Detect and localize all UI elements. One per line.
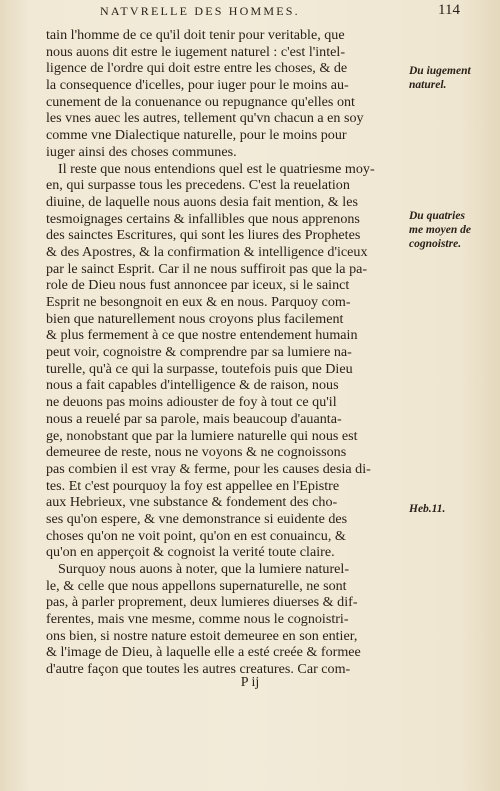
text-line: d'autre façon que toutes les autres creatures. Car com- <box>46 661 351 678</box>
margin-note-line: Du iugement <box>409 65 471 77</box>
margin-note-line: me moyen de <box>409 224 471 236</box>
text-line: nous a reuelé par sa parole, mais beaucoup d'auanta- <box>46 410 342 427</box>
margin-note-line: Heb.11. <box>409 503 446 515</box>
margin-note-judgement <box>409 64 499 92</box>
margin-note-line: Du quatries <box>409 210 465 222</box>
text-line: ge, nonobstant que par la lumiere naturelle qui nous est <box>46 427 358 444</box>
text-line: Surquoy nous auons à noter, que la lumiere naturel- <box>58 561 350 577</box>
text-line: pas, à parler proprement, deux lumieres diuerses & dif- <box>46 594 358 611</box>
signature-mark: P ij <box>240 675 260 690</box>
text-line: ligence de l'ordre qui doit estre entre les choses, & de <box>46 60 348 77</box>
text-line: en, qui surpasse tous les precedens. C'est la reuelation <box>46 177 350 194</box>
text-line: pas combien il est vray & ferme, pour les causes desia di- <box>46 460 371 477</box>
text-line: Il reste que nous entendions quel est le quatriesme moy- <box>58 160 375 177</box>
text-line: & des Apostres, & la confirmation & intelligence d'iceux <box>46 243 368 260</box>
text-line: & plus fermement à ce que nostre entendement humain <box>46 327 358 344</box>
text-line: comme vne Dialectique naturelle, pour le moins pour <box>46 127 347 144</box>
text-line: des sainctes Escritures, qui sont les liures des Prophetes <box>46 227 361 244</box>
running-title: NATVRELLE DES HOMMES. <box>100 4 300 18</box>
margin-note-line: cognoistre. <box>409 238 462 250</box>
text-line: iuger ainsi des choses communes. <box>46 143 237 160</box>
text-line: demeuree de reste, nous ne voyons & ne cognoissons <box>46 444 347 461</box>
text-line: cunement de la conuenance ou repugnance qu'elles ont <box>46 93 355 110</box>
text-line: turelle, qu'à ce qui la surpasse, toutefois puis que Dieu <box>46 360 353 377</box>
margin-note-line: naturel. <box>409 79 447 91</box>
body-text <box>46 27 406 678</box>
text-line: les vnes auec les autres, tellement qu'vn chacun a en soy <box>46 110 364 127</box>
text-line: ons bien, si nostre nature estoit demeuree en son entier, <box>46 627 358 644</box>
margin-note-fourth-means <box>409 209 499 251</box>
text-line: ses qu'on espere, & vne demonstrance si euidente des <box>46 510 348 527</box>
text-line: nous a fait capables d'intelligence & de raison, nous <box>46 377 339 394</box>
margin-note-hebrews <box>409 502 499 516</box>
text-line: par le sainct Esprit. Car il ne nous suffiroit pas que la pa- <box>46 260 368 277</box>
text-line: Esprit ne besongnoit en eux & en nous. Parquoy com- <box>46 294 351 310</box>
text-line: la consequence d'icelles, pour iuger pour le moins au- <box>46 77 349 94</box>
text-line: & l'image de Dieu, à laquelle elle a esté creée & formee <box>46 644 361 661</box>
text-line: peut voir, cognoistre & comprendre par sa lumiere na- <box>46 344 352 361</box>
text-line: bien que naturellement nous croyons plus facilement <box>46 310 344 327</box>
page-number: 114 <box>438 2 460 18</box>
text-line: diuine, de laquelle nous auons desia fait mention, & les <box>46 193 358 210</box>
text-line: le, & celle que nous appellons supernaturelle, ne sont <box>46 577 347 594</box>
text-line: tes. Et c'est pourquoy la foy est appellee en l'Epistre <box>46 477 340 494</box>
page-header <box>100 4 460 20</box>
text-line: qu'on en apperçoit & cognoist la verité toute claire. <box>46 544 335 561</box>
text-line: role de Dieu nous fust annoncee par iceux, si le sainct <box>46 277 350 294</box>
text-line: ne deuons pas moins adiouster de foy à tout ce qu'il <box>46 394 337 411</box>
text-line: choses qu'on ne voit point, qu'on en est conuaincu, & <box>46 527 346 544</box>
text-line: tesmoignages certains & infallibles que nous apprenons <box>46 210 360 227</box>
text-line: ferentes, mais vne mesme, comme nous le cognoistri- <box>46 611 349 628</box>
text-line: nous auons dit estre le iugement naturel : c'est l'intel- <box>46 43 346 60</box>
text-line: tain l'homme de ce qu'il doit tenir pour veritable, que <box>46 27 345 43</box>
text-line: aux Hebrieux, vne substance & fondement des cho- <box>46 494 338 511</box>
